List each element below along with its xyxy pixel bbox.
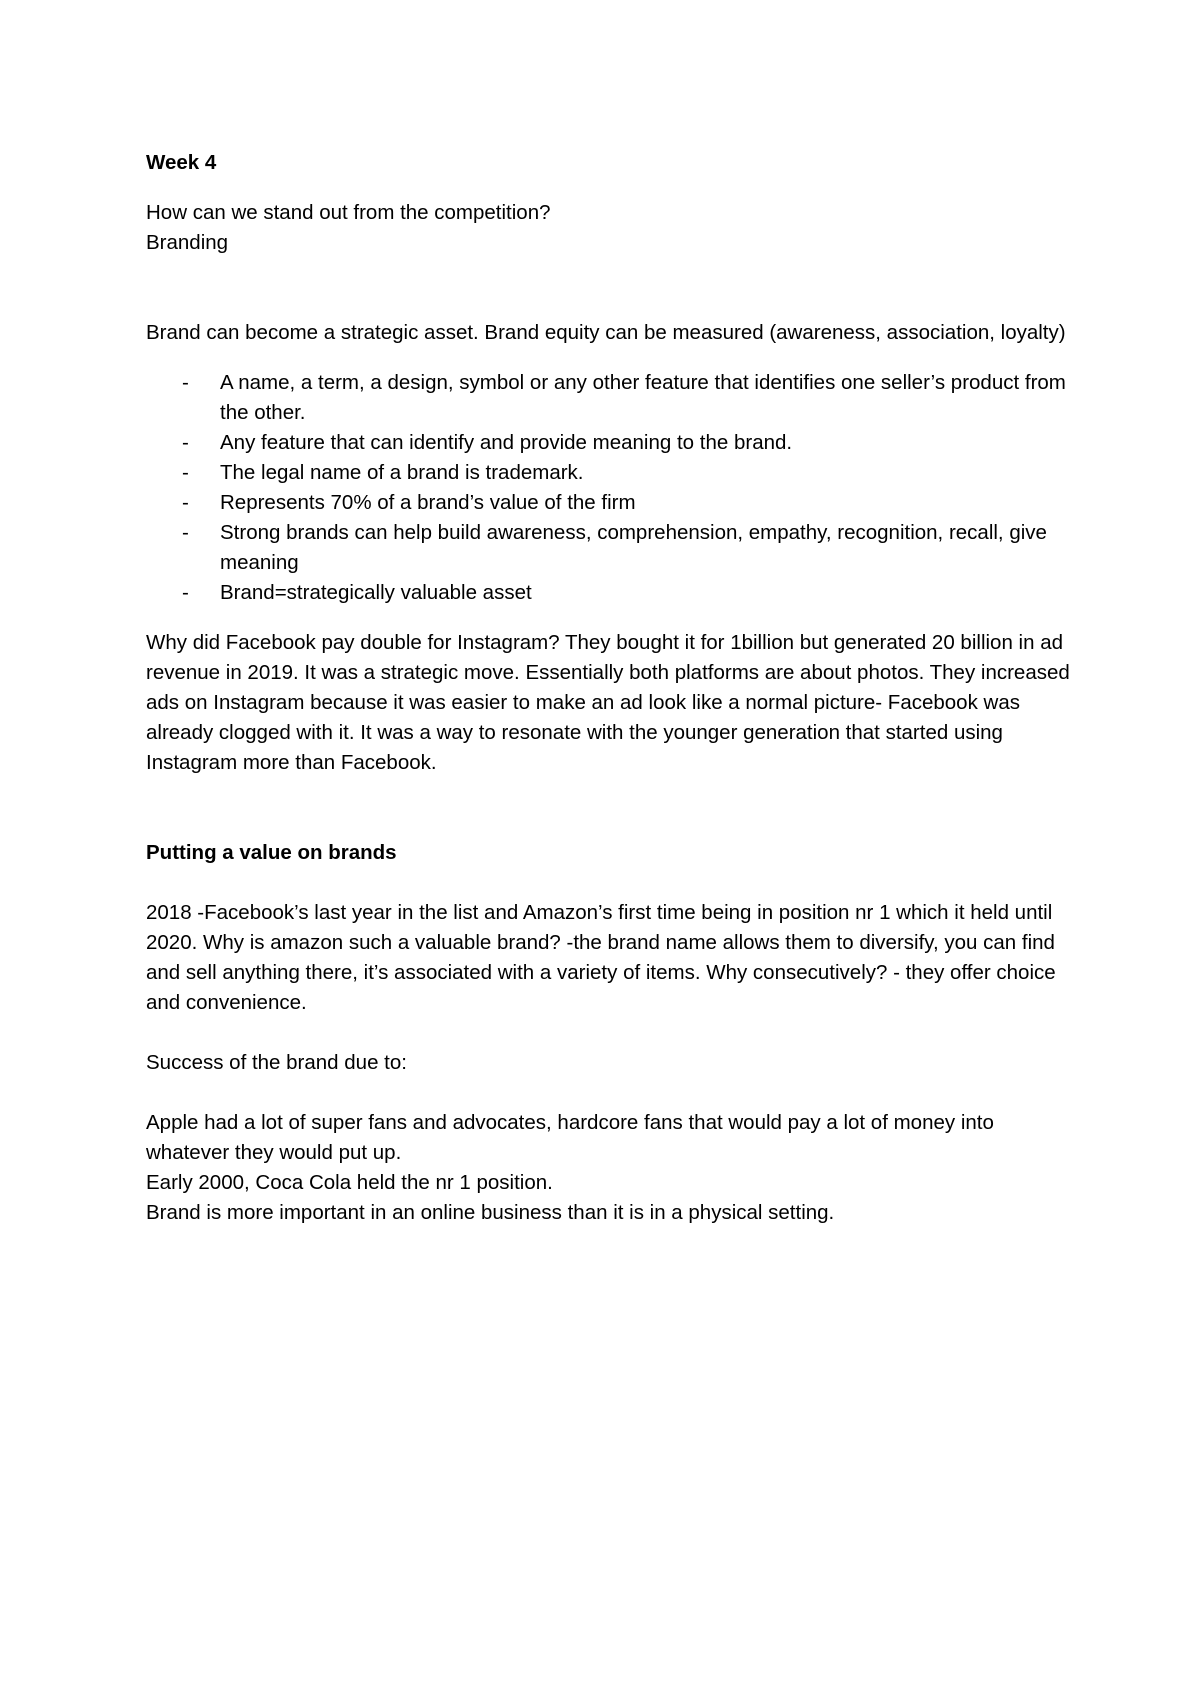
list-item-text: The legal name of a brand is trademark. [220,461,584,484]
bullet-dash: - [182,491,189,514]
list-item [146,428,1076,458]
success-label: Success of the brand due to: [146,1051,407,1074]
bullet-dash: - [182,581,189,604]
brand-definition-list [146,368,1076,608]
list-item-text: A name, a term, a design, symbol or any other feature that identifies one seller’s product from the other. [220,371,1066,424]
intro-question: How can we stand out from the competition? [146,201,551,224]
brand-asset-paragraph: Brand can become a strategic asset. Brand equity can be measured (awareness, association, loyalty) [146,321,1066,344]
document-title: Week 4 [146,151,217,174]
bullet-dash: - [182,521,189,544]
list-item-text: Represents 70% of a brand’s value of the firm [220,491,636,514]
document-body [146,148,1076,1228]
facebook-paragraph: Why did Facebook pay double for Instagram? They bought it for 1billion but generated 20 billion in ad revenue in 2019. It was a strategic move. Essentially both platforms are about photos. They increased ads on Instagram because it was easier to make an ad look like a normal picture- Facebook was already clogged with it. It was a way to resonate with the younger generation that started using Instagram more than Facebook. [146,631,1070,774]
list-item [146,368,1076,428]
bullet-dash: - [182,371,189,394]
list-item-text: Any feature that can identify and provide meaning to the brand. [220,431,793,454]
coca-cola-line: Early 2000, Coca Cola held the nr 1 position. [146,1171,553,1194]
bullet-dash: - [182,461,189,484]
online-line: Brand is more important in an online business than it is in a physical setting. [146,1201,835,1224]
list-item [146,488,1076,518]
section-heading: Putting a value on brands [146,841,397,864]
list-item [146,578,1076,608]
list-item [146,458,1076,488]
bullet-dash: - [182,431,189,454]
amazon-paragraph: 2018 -Facebook’s last year in the list and Amazon’s first time being in position nr 1 which it held until 2020. Why is amazon such a valuable brand? -the brand name allows them to diversify, you can find and sell anything there, it’s associated with a variety of items. Why consecutively? - they offer choice and convenience. [146,901,1056,1014]
list-item-text: Strong brands can help build awareness, comprehension, empathy, recognition, recall, give meaning [220,521,1047,574]
intro-topic: Branding [146,231,229,254]
list-item [146,518,1076,578]
apple-line: Apple had a lot of super fans and advocates, hardcore fans that would pay a lot of money into whatever they would put up. [146,1111,994,1164]
list-item-text: Brand=strategically valuable asset [220,581,532,604]
